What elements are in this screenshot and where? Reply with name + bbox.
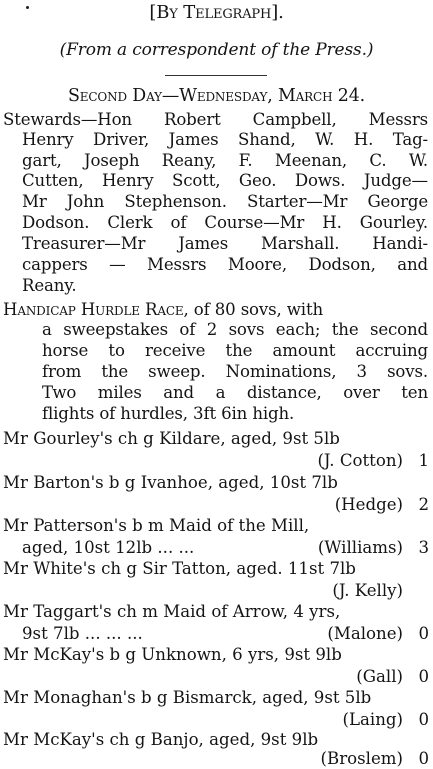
entry-jockey: (Gall) xyxy=(356,667,403,686)
entry-jockey: (Broslem) xyxy=(320,749,403,768)
officials-line: gart, Joseph Reany, F. Meenan, C. W. xyxy=(22,151,428,170)
entry-place: 0 xyxy=(418,749,429,768)
entry-horse: Mr McKay's ch g Banjo, aged, 9st 9lb xyxy=(3,730,319,749)
entry-horse: Mr White's ch g Sir Tatton, aged. 11st 7lb xyxy=(3,559,356,578)
entry-jockey: (Malone) xyxy=(327,624,403,643)
officials-line: Dodson. Clerk of Course—Mr H. Gourley. xyxy=(22,213,428,232)
officials-line: Mr John Stephenson. Starter—Mr George xyxy=(22,192,428,211)
entry-jockey: (Williams) xyxy=(317,538,403,557)
correspondent-line: (From a correspondent of the Press.) xyxy=(59,40,374,60)
entry-horse: Mr Barton's b g Ivanhoe, aged, 10st 7lb xyxy=(3,473,338,492)
race-title: Handicap Hurdle Race, xyxy=(3,300,189,319)
officials-line: Cutten, Henry Scott, Geo. Dows. Judge— xyxy=(22,171,428,190)
entry-horse: Mr Gourley's ch g Kildare, aged, 9st 5lb xyxy=(3,429,340,448)
race-line: flights of hurdles, 3ft 6in high. xyxy=(42,404,295,423)
race-line: Two miles and a distance, over ten xyxy=(42,383,428,402)
entry-place: 2 xyxy=(418,495,429,514)
entry-place: 0 xyxy=(418,667,429,686)
day-heading: Second Day—Wednesday, March 24. xyxy=(68,86,365,106)
officials-line: Treasurer—Mr James Marshall. Handi- xyxy=(22,234,428,253)
entry-jockey: (Hedge) xyxy=(334,495,403,514)
entry-details: 9st 7lb ... ... ... xyxy=(22,624,143,643)
entry-jockey: (J. Kelly) xyxy=(332,581,403,600)
separator-rule xyxy=(165,75,267,76)
entry-place: 0 xyxy=(418,624,429,643)
entry-horse: Mr Patterson's b m Maid of the Mill, xyxy=(3,516,310,535)
entry-horse: Mr Taggart's ch m Maid of Arrow, 4 yrs, xyxy=(3,602,341,621)
officials-line: Henry Driver, James Shand, W. H. Tag- xyxy=(22,130,428,149)
race-line: from the sweep. Nominations, 3 sovs. xyxy=(42,362,428,381)
telegraph-heading: [By Telegraph]. xyxy=(149,2,284,23)
entry-place: 1 xyxy=(418,451,429,470)
officials-line: Reany. xyxy=(22,276,77,295)
race-first-line xyxy=(3,300,323,320)
entry-jockey: (Laing) xyxy=(342,710,403,729)
entry-place: 0 xyxy=(418,710,429,729)
race-line: a sweepstakes of 2 sovs each; the second xyxy=(42,320,428,339)
entry-jockey: (J. Cotton) xyxy=(317,451,403,470)
entry-place: 3 xyxy=(418,538,429,557)
entry-details: aged, 10st 12lb ... ... xyxy=(22,538,195,557)
race-line: of 80 sovs, with xyxy=(193,300,324,319)
entry-horse: Mr Monaghan's b g Bismarck, aged, 9st 5lb xyxy=(3,688,372,707)
race-line: horse to receive the amount accruing xyxy=(42,341,428,360)
entry-horse: Mr McKay's b g Unknown, 6 yrs, 9st 9lb xyxy=(3,645,342,664)
officials-line: Stewards—Hon Robert Campbell, Messrs xyxy=(3,110,428,129)
officials-line: cappers — Messrs Moore, Dodson, and xyxy=(22,255,428,274)
